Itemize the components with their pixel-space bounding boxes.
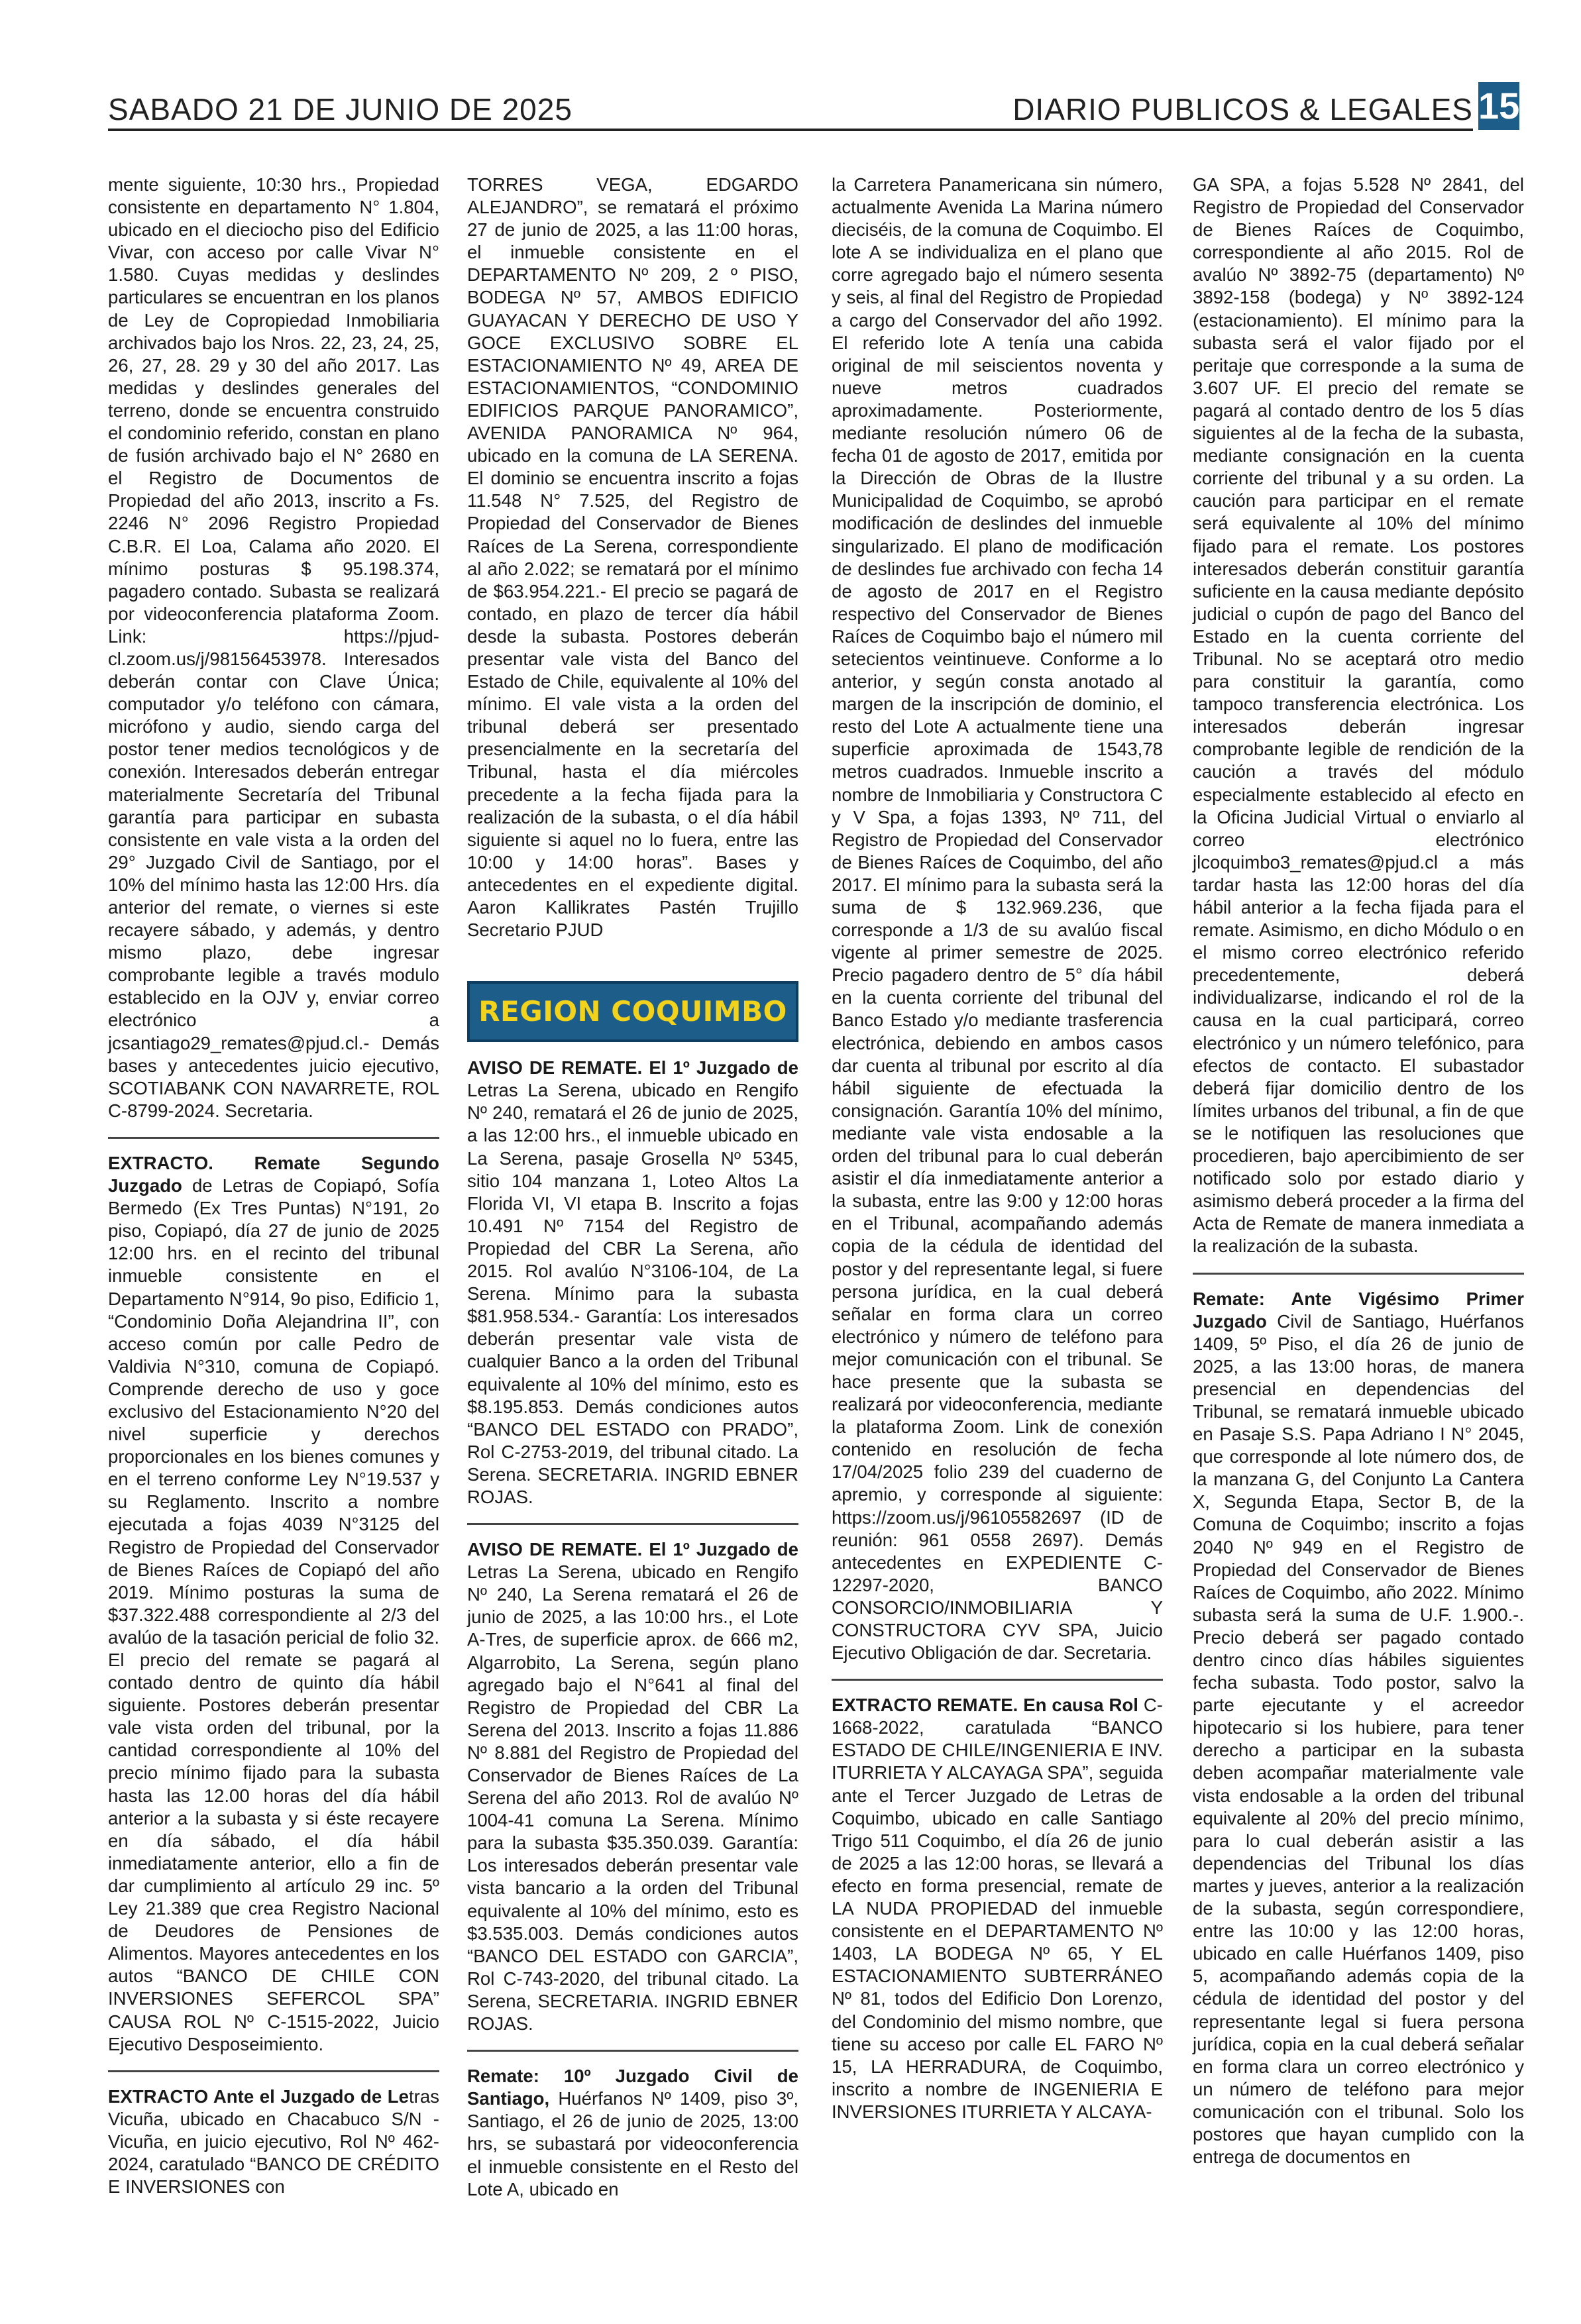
notice xyxy=(832,1694,1163,2123)
notice-text: TORRES VEGA, EDGARDO ALEJANDRO”, se rematará el próximo 27 de junio de 2025, a las 11:00 horas, el inmueble consistente en el DEPARTAMENTO Nº 209, 2 º PISO, BODEGA Nº 57, AMBOS EDIFICIO GUAYACAN Y DERECHO DE USO Y GOCE EXCLUSIVO SOBRE EL ESTACIONAMIENTO Nº 49, AREA DE ESTACIONAMIENTOS, “CONDOMINIO EDIFICIOS PARQUE PANORAMICO”, AVENIDA PANORAMICA Nº 964, ubicado en la comuna de LA SERENA. El dominio se encuentra inscrito a fojas 11.548 N° 7.525, del Registro de Propiedad del Conservador de Bienes Raíces de La Serena, correspondiente al año 2.022; se rematará por el mínimo de $63.954.221.- El precio se pagará de contado, en plazo de tercer día hábil desde la subasta. Postores deberán presentar vale vista del Banco del Estado de Chile, equivalente al 10% del mínimo. El vale vista a la orden del tribunal deberá ser presentado presencialmente en la secretaría del Tribunal, hasta el día miércoles precedente a la fecha fijada para la realización de la subasta, o el día hábil siguiente si aquel no lo fuera, entre las 10:00 y 14:00 horas”. Bases y antecedentes en el expediente digital. Aaron Kallikrates Pastén Trujillo Secretario PJUD xyxy=(467,174,798,941)
column-2 xyxy=(467,174,798,2201)
notice-text: Letras La Serena, ubicado en Rengifo Nº 240, La Serena rematará el 26 de junio de 2025, a las 10:00 hrs., el Lote A-Tres, de superficie aprox. de 666 m2, Algarrobito, La Serena, según plano agregado bajo el N°641 al final del Registro de Propiedad del CBR La Serena del 2013. Inscrito a fojas 11.886 Nº 8.881 del Registro de Propiedad del Conservador de Bienes Raíces de La Serena del año 2013. Rol de avalúo Nº 1004-41 comuna La Serena. Mínimo para la subasta $35.350.039. Garantía: Los interesados deberán presentar vale vista bancario a la orden del Tribunal equivalente al 10% del mínimo, esto es $3.535.003. Demás condiciones autos “BANCO DEL ESTADO con GARCIA”, Rol C-743-2020, del tribunal citado. La Serena, SECRETARIA. INGRID EBNER ROJAS. xyxy=(467,1561,798,2034)
notice-divider xyxy=(467,1523,798,1525)
notice-lead: EXTRACTO REMATE. En causa Rol xyxy=(832,1695,1138,1716)
notice-divider xyxy=(1193,1273,1524,1275)
notice-text: Huérfanos Nº 1409, piso 3º, Santiago, el 26 de junio de 2025, 13:00 hrs, se subastará por videoconferencia el inmueble consistente en el Resto del Lote A, ubicado en xyxy=(467,2088,799,2199)
notice-text: Letras La Serena, ubicado en Rengifo Nº 240, rematará el 26 de junio de 2025, a las 12:00 hrs., el inmueble ubicado en La Serena, pasaje Grosella Nº 5345, sitio 104 manzana 1, Loteo Altos La Florida VI, VI etapa B. Inscrito a fojas 10.491 Nº 7154 del Registro de Propiedad del CBR La Serena, año 2015. Rol avalúo N°3106-104, de La Serena. Mínimo para la subasta $81.958.534.- Garantía: Los interesados deberán presentar vale vista de cualquier Banco a la orden del Tribunal equivalente al 10% del mínimo, esto es $8.195.853. Demás condiciones autos “BANCO DEL ESTADO con PRADO”, Rol C-2753-2019, del tribunal citado. La Serena. SECRETARIA. INGRID EBNER ROJAS. xyxy=(467,1080,798,1507)
notice-text: la Carretera Panamericana sin número, actualmente Avenida La Marina número dieciséis, de la comuna de Coquimbo. El lote A se individualiza en el plano que corre agregado bajo el número sesenta y seis, al final del Registro de Propiedad a cargo del Conservador del año 1992. El referido lote A tenía una cabida original de mil seiscientos noventa y nueve metros cuadrados aproximadamente. Posteriormente, mediante resolución número 06 de fecha 01 de agosto de 2017, emitida por la Dirección de Obras de la Ilustre Municipalidad de Coquimbo, se aprobó modificación de deslindes del inmueble singularizado. El plano de modificación de deslindes fue archivado con fecha 14 de agosto de 2017 en el Registro respectivo del Conservador de Bienes Raíces de Coquimbo bajo el número mil setecientos veintinueve. Conforme a lo anterior, y según consta anotado al margen de la inscripción de dominio, el resto del Lote A actualmente tiene una superficie aproximada de 1543,78 metros cuadrados. Inmueble inscrito a nombre de Inmobiliaria y Constructora C y V Spa, a fojas 1393, Nº 711, del Registro de Propiedad del Conservador de Bienes Raíces de Coquimbo, del año 2017. El mínimo para la subasta será la suma de $ 132.969.236, que corresponde a 1/3 de su avalúo fiscal vigente al primer semestre de 2025. Precio pagadero dentro de 5° día hábil en la cuenta corriente del tribunal del Banco Estado y/o mediante trasferencia electrónica, debiendo en ambos casos dar cuenta al tribunal por escrito al día hábil siguiente de efectuada la consignación. Garantía 10% del mínimo, mediante vale vista endosable a la orden del tribunal para lo cual deberán asistir el día inmediatamente anterior a la subasta, entre las 9:00 y 12:00 horas en el Tribunal, acompañando además copia de la cédula de identidad del postor y del representante legal, si fuere persona jurídica, en la cual deberá señalar en forma clara un correo electrónico y número de teléfono para mejor comunicación con el tribunal. Se hace presente que la subasta se realizará por videoconferencia, mediante la plataforma Zoom. Link de conexión contenido en resolución de fecha 17/04/2025 folio 239 del cuaderno de apremio, y corresponde al siguiente: https://zoom.us/j/96105582697 (ID de reunión: 961 0558 2697). Demás antecedentes en EXPEDIENTE C-12297-2020, BANCO CONSORCIO/INMOBILIARIA Y CONSTRUCTORA CYV SPA, Juicio Ejecutivo Obligación de dar. Secretaria. xyxy=(832,174,1163,1664)
notice xyxy=(467,1057,798,1508)
notice-divider xyxy=(467,2050,798,2052)
notice-lead: Remate: Ante Vigésimo Primer Juzgado xyxy=(1193,1288,1524,1332)
notice-lead: EXTRACTO. Remate Segundo Juzgado xyxy=(108,1152,439,1196)
notice xyxy=(108,1152,439,2056)
notice-text: C-1668-2022, caratulada “BANCO ESTADO DE CHILE/INGENIERIA E INV. ITURRIETA Y ALCAYAGA SPA”, seguida ante el Tercer Juzgado de Letras de Coquimbo, ubicado en calle Santiago Trigo 511 Coquimbo, el día 26 de junio de 2025 a las 12:00 horas, se llevará a efecto en forma presencial, remate de LA NUDA PROPIEDAD del inmueble consistente en el DEPARTAMENTO Nº 1403, LA BODEGA Nº 65, Y EL ESTACIONAMIENTO SUBTERRÁNEO Nº 81, todos del Edificio Don Lorenzo, del Condominio del mismo nombre, que tiene su acceso por calle EL FARO Nº 15, LA HERRADURA, de Coquimbo, inscrito a nombre de INGENIERIA E INVERSIONES ITURRIETA Y ALCAYA- xyxy=(832,1695,1163,2122)
notice-lead: AVISO DE REMATE. El 1º Juzgado de xyxy=(467,1057,798,1079)
header-rule xyxy=(108,129,1473,131)
notice-text: mente siguiente, 10:30 hrs., Propiedad consistente en departamento N° 1.804, ubicado en el dieciocho piso del Edificio Vivar, con acceso por calle Vivar N° 1.580. Cuyas medidas y deslindes particulares se encuentran en los planos de Ley de Copropiedad Inmobiliaria archivados bajo los Nros. 22, 23, 24, 25, 26, 27, 28. 29 y 30 del año 2017. Las medidas y deslindes generales del terreno, donde se encuentra construido el condominio referido, constan en plano de fusión archivado bajo el N° 2680 en el Registro de Documentos de Propiedad del año 2013, inscrito a Fs. 2246 N° 2096 Registro Propiedad C.B.R. El Loa, Calama año 2020. El mínimo posturas $ 95.198.374, pagadero contado. Subasta se realizará por videoconferencia plataforma Zoom. Link: https://pjud-cl.zoom.us/j/98156453978. Interesados deberán contar con Clave Única; computador y/o teléfono con cámara, micrófono y audio, siendo carga del postor tener medios tecnológicos y de conexión. Interesados deberán entregar materialmente Secretaría del Tribunal garantía para participar en subasta consistente en vale vista a la orden del 29° Juzgado Civil de Santiago, por el 10% del mínimo hasta las 12:00 Hrs. día anterior del remate, o viernes si este recayere sábado, y además, y dentro mismo plazo, debe ingresar comprobante legible a través modulo establecido en la OJV y, enviar correo electrónico a jcsantiago29_remates@pjud.cl.- Demás bases y antecedentes juicio ejecutivo, SCOTIABANK CON NAVARRETE, ROL C-8799-2024. Secretaria. xyxy=(108,174,439,1121)
page-header xyxy=(108,82,1519,134)
issue-date: SABADO 21 DE JUNIO DE 2025 xyxy=(108,92,572,127)
notice-text: Civil de Santiago, Huérfanos 1409, 5º Piso, el día 26 de junio de 2025, a las 13:00 horas, de manera presencial en dependencias del Tribunal, se rematará inmueble ubicado en Pasaje S.S. Papa Adriano I N° 2045, que corresponde al lote número dos, de la manzana G, del Conjunto La Cantera X, Segunda Etapa, Sector B, de la Comuna de Coquimbo; inscrito a fojas 2040 Nº 949 en el Registro de Propiedad del Conservador de Bienes Raíces de Coquimbo, año 2022. Mínimo subasta será la suma de U.F. 1.900.-. Precio deberá ser pagado contado dentro cinco días hábiles siguientes fecha subasta. Todo postor, salvo la parte ejecutante y el acreedor hipotecario si los hubiere, para tener derecho a participar en la subasta deben acompañar materialmente vale vista endosable a la orden del tribunal equivalente al 20% del precio mínimo, para lo cual deberán asistir a las dependencias del Tribunal los días martes y jueves, anterior a la realización de la subasta, según correspondiere, entre las 10:00 y las 12:00 horas, ubicado en calle Huérfanos 1409, piso 5, acompañando además copia de la cédula de identidad del postor y del representante legal si fuera persona jurídica, copia en la cual deberá señalar en forma clara un correo electrónico y un número de teléfono para mejor comunicación con el tribunal. Solo los postores que hayan cumplido con la entrega de documentos en xyxy=(1193,1310,1524,2168)
notice-text: de Letras de Copiapó, Sofía Bermedo (Ex Tres Puntas) N°191, 2o piso, Copiapó, día 27 de junio de 2025 12:00 hrs. en el recinto del tribunal inmueble consistente en el Departamento N°914, 9o piso, Edificio 1, “Condominio Doña Alejandrina II”, con acceso común por calle Pedro de Valdivia N°310, comuna de Copiapó. Comprende derecho de uso y goce exclusivo del Estacionamiento N°20 del nivel superficie y derechos proporcionales en los bienes comunes y en el terreno conforme Ley N°19.537 y su Reglamento. Inscrito a nombre ejecutada a fojas 4039 N°3125 del Registro de Propiedad del Conservador de Bienes Raíces de Copiapó del año 2019. Mínimo posturas la suma de $37.322.488 correspondiente al 2/3 del avalúo de la tasación pericial de folio 32. El precio del remate se pagará al contado dentro de quinto día hábil siguiente. Postores deberán presentar vale vista orden del tribunal, por la cantidad correspondiente al 10% del precio mínimo fijado para la subasta hasta las 12.00 horas del día hábil anterior a la subasta y si éste recayere en día sábado, el día hábil inmediatamente anterior, ello a fin de dar cumplimiento al artículo 29 inc. 5º Ley 21.389 que crea Registro Nacional de Deudores de Pensiones de Alimentos. Mayores antecedentes en los autos “BANCO DE CHILE CON INVERSIONES SEFERCOL SPA” CAUSA ROL Nº C-1515-2022, Juicio Ejecutivo Desposeimiento. xyxy=(108,1175,439,2054)
notice xyxy=(1193,1288,1524,2169)
notice-lead: EXTRACTO Ante el Juzgado de Le xyxy=(108,2086,409,2107)
notice-divider xyxy=(108,1137,439,1139)
column-3 xyxy=(832,174,1163,2123)
notice-divider xyxy=(108,2070,439,2072)
notice-lead: AVISO DE REMATE. El 1º Juzgado de xyxy=(467,1539,798,1560)
section-title: DIARIO PUBLICOS & LEGALES xyxy=(1012,92,1473,127)
region-banner xyxy=(467,981,798,1042)
notice-lead: Remate: 10º Juzgado Civil de Santiago, xyxy=(467,2066,798,2109)
notice-text: tras Vicuña, ubicado en Chacabuco S/N - Vicuña, en juicio ejecutivo, Rol Nº 462-2024, caratulado “BANCO DE CRÉDITO E INVERSIONES con xyxy=(108,2086,439,2197)
notice-text: GA SPA, a fojas 5.528 Nº 2841, del Registro de Propiedad del Conservador de Bienes Raíces de Coquimbo, correspondiente al año 2015. Rol de avalúo Nº 3892-75 (departamento) Nº 3892-158 (bodega) y Nº 3892-124 (estacionamiento). El mínimo para la subasta será el valor fijado por el peritaje que corresponde a la suma de 3.607 UF. El precio del remate se pagará al contado dentro de los 5 días siguientes al de la fecha de la subasta, mediante consignación en la cuenta corriente del tribunal y a su orden. La caución para participar en el remate será equivalente al 10% del mínimo fijado para el remate. Los postores interesados deberán constituir garantía suficiente en la causa mediante depósito judicial o cupón de pago del Banco del Estado en la cuenta corriente del Tribunal. No se aceptará otro medio para constituir la garantía, como tampoco transferencia electrónica. Los interesados deberán ingresar comprobante legible de rendición de la caución a través del módulo especialmente establecido al efecto en la Oficina Judicial Virtual o enviarlo al correo electrónico jlcoquimbo3_remates@pjud.cl a más tardar hasta las 12:00 horas del día hábil anterior a la fecha fijada para el remate. Asimismo, en dicho Módulo o en el mismo correo electrónico referido precedentemente, deberá individualizarse, indicando el rol de la causa en la cual participará, correo electrónico y un número telefónico, para efectos de contacto. El subastador deberá fijar domicilio dentro de los límites urbanos del tribunal, a fin de que se le notifiquen las resoluciones que procedieren, bajo apercibimiento de ser notificado solo por estado diario y asimismo deberá proceder a la firma del Acta de Remate de manera inmediata a la realización de la subasta. xyxy=(1193,174,1524,1257)
column-4 xyxy=(1193,174,1524,2168)
region-banner-label: REGION COQUIMBO xyxy=(478,995,787,1028)
column-1 xyxy=(108,174,439,2198)
page-number: 15 xyxy=(1478,82,1519,130)
notice-divider xyxy=(832,1679,1163,1681)
notice xyxy=(467,1538,798,2035)
notice xyxy=(467,2065,798,2201)
notice xyxy=(108,2086,439,2198)
